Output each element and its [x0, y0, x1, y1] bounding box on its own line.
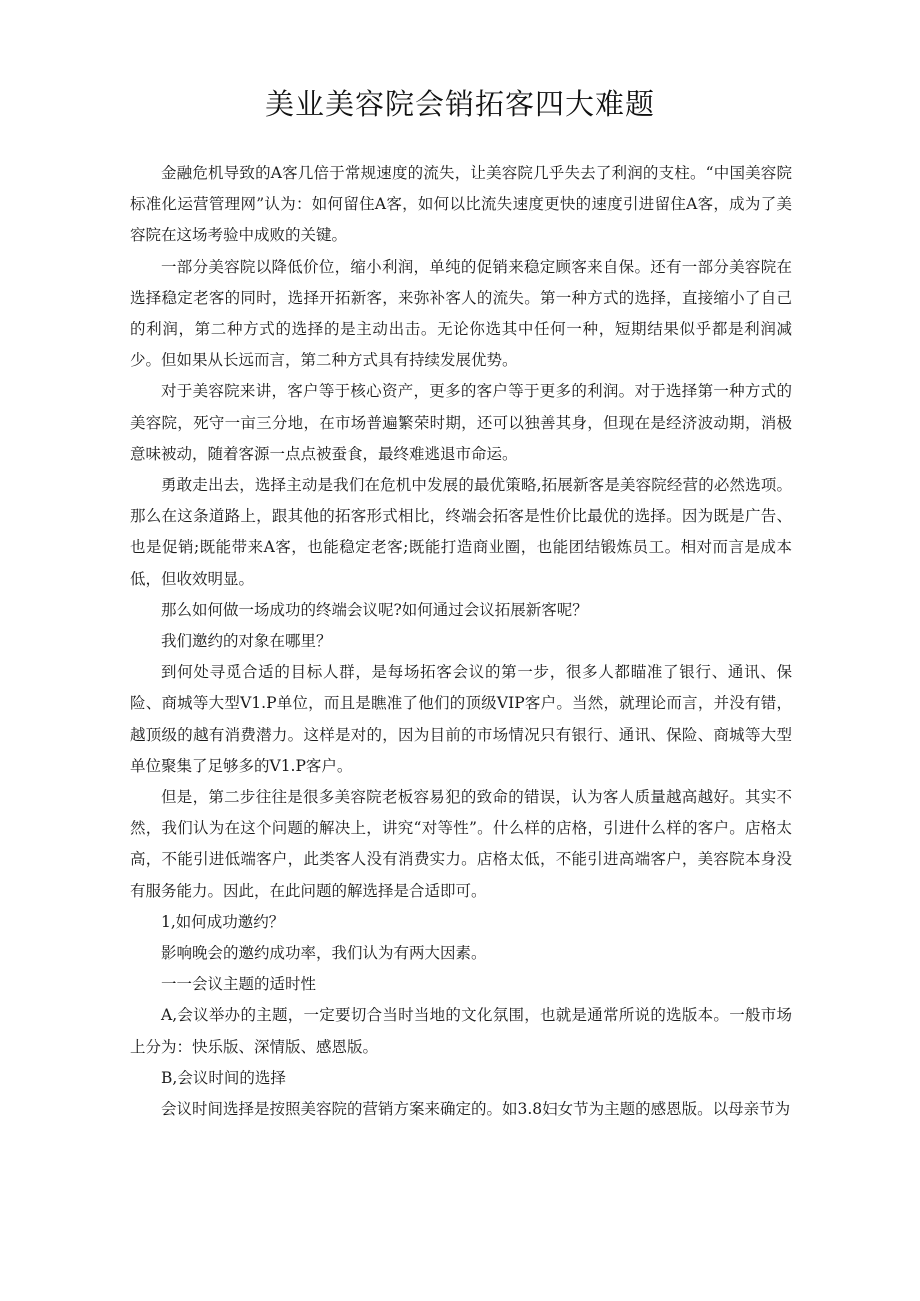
section-heading: 1,如何成功邀约？	[161, 912, 285, 931]
sub-heading: 一一会议主题的适时性	[161, 975, 317, 994]
paragraph: 对于美容院来讲，客户等于核心资产，更多的客户等于更多的利润。对于选择第一种方式的美容院，死守一亩三分地，在市场普遍繁荣时期，还可以独善其身，但现在是经济波动期，消极意味被动，随着客源一点点被蚕食，最终难逃退市命运。	[130, 382, 792, 463]
paragraph: 那么如何做一场成功的终端会议呢?如何通过会议拓展新客呢？	[161, 600, 588, 619]
paragraph: 影响晚会的邀约成功率，我们认为有两大因素。	[161, 944, 487, 963]
paragraph: 会议时间选择是按照美容院的营销方案来确定的。如3.8妇女节为主题的感恩版。以母亲节为	[161, 1100, 791, 1119]
paragraph: A,会议举办的主题，一定要切合当时当地的文化氛围，也就是通常所说的选版本。一般市场上分为：快乐版、深情版、感恩版。	[130, 1006, 792, 1056]
paragraph: 一部分美容院以降低价位，缩小利润，单纯的促销来稳定顾客来自保。还有一部分美容院在选择稳定老客的同时，选择开拓新客，来弥补客人的流失。第一种方式的选择，直接缩小了自己的利润，第二种方式的选择的是主动出击。无论你选其中任何一种，短期结果似乎都是利润减少。但如果从长远而言，第二种方式具有持续发展优势。	[130, 257, 792, 370]
sub-heading: B,会议时间的选择	[161, 1068, 286, 1087]
document-title: 美业美容院会销拓客四大难题	[264, 87, 655, 121]
paragraph: 勇敢走出去，选择主动是我们在危机中发展的最优策略,拓展新客是美容院经营的必然选项。那么在这条道路上，跟其他的拓客形式相比，终端会拓客是性价比最优的选择。因为既是广告、也是促销;既能带来A客，也能稳定老客;既能打造商业圈，也能团结锻炼员工。相对而言是成本低，但收效明显。	[130, 476, 792, 588]
paragraph: 但是，第二步往往是很多美容院老板容易犯的致命的错误，认为客人质量越高越好。其实不然，我们认为在这个问题的解决上，讲究“对等性”。什么样的店格，引进什么样的客户。店格太高，不能引进低端客户，此类客人没有消费实力。店格太低，不能引进高端客户，美容院本身没有服务能力。因此，在此问题的解选择是合适即可。	[130, 788, 792, 900]
document-body	[130, 158, 792, 1125]
section-heading: 我们邀约的对象在哪里？	[161, 632, 332, 651]
paragraph: 到何处寻觅合适的目标人群，是每场拓客会议的第一步，很多人都瞄准了银行、通讯、保险、商城等大型V1.P单位，而且是瞧准了他们的顶级VIP客户。当然，就理论而言，并没有错，越顶级的越有消费潜力。这样是对的，因为目前的市场情况只有银行、通讯、保险、商城等大型单位聚集了足够多的V1.P客户。	[130, 663, 792, 775]
paragraph: 金融危机导致的A客几倍于常规速度的流失，让美容院几乎失去了利润的支柱。“中国美容院标准化运营管理网”认为：如何留住A客，如何以比流失速度更快的速度引进留住A客，成为了美容院在这场考验中成败的关键。	[130, 164, 792, 245]
